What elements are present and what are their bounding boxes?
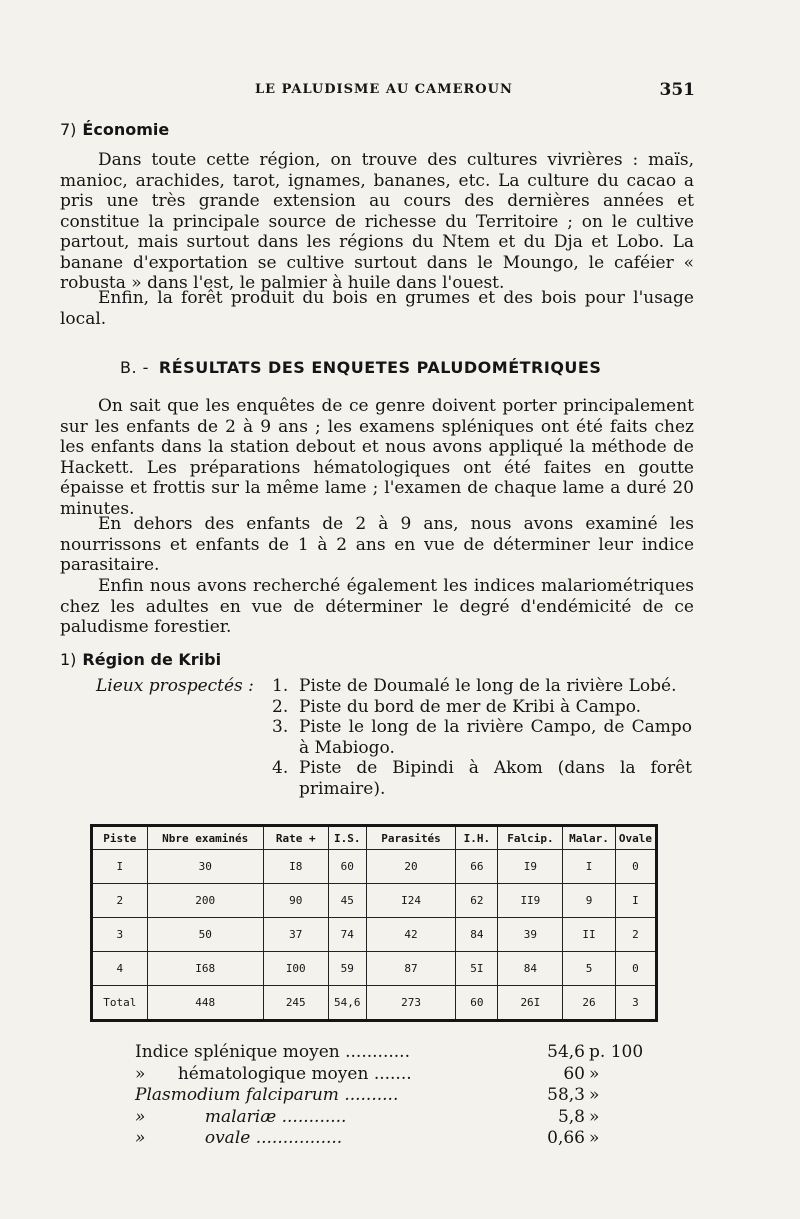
table-cell: 87 bbox=[366, 952, 456, 986]
list-item-number: 1. bbox=[272, 676, 289, 696]
summary-label: » malariæ ............ bbox=[135, 1106, 347, 1127]
table-cell: I68 bbox=[147, 952, 263, 986]
section-7-number: 7) bbox=[60, 120, 77, 139]
table-cell: 60 bbox=[328, 850, 366, 884]
section-b-title: RÉSULTATS DES ENQUETES PALUDOMÉTRIQUES bbox=[158, 358, 602, 377]
section-7-title: Économie bbox=[82, 120, 170, 139]
section-b-paragraph-1: On sait que les enquêtes de ce genre doivent porter principalement sur les enfants de 2 à 9 ans ; les examens spléniques ont été faits chez les enfants dans la station debout et nous avons appliqué la méthode de Hackett. Les préparations hématologiques ont été faites en goutte épaisse et frottis sur la même lame ; l'examen de chaque lame a duré 20 minutes. bbox=[60, 396, 694, 519]
list-item-number: 2. bbox=[272, 696, 289, 717]
summary-unit: p. 100 bbox=[589, 1042, 644, 1062]
section-7-heading bbox=[60, 120, 169, 139]
table-cell: 62 bbox=[456, 884, 498, 918]
table-cell: 50 bbox=[147, 918, 263, 952]
summary-unit: » bbox=[589, 1106, 600, 1127]
column-header: Nbre examinés bbox=[147, 826, 263, 850]
table-cell: I00 bbox=[263, 952, 328, 986]
summary-value: 60 bbox=[563, 1063, 585, 1084]
table-cell: 60 bbox=[456, 986, 498, 1021]
table-cell: 0 bbox=[615, 952, 656, 986]
summary-row bbox=[135, 1085, 655, 1107]
column-header: Parasités bbox=[366, 826, 456, 850]
section-b-number: B. - bbox=[120, 358, 149, 377]
table-cell: I bbox=[563, 850, 615, 884]
table-cell: 26I bbox=[498, 986, 563, 1021]
table-cell: 84 bbox=[456, 918, 498, 952]
table-row bbox=[92, 850, 657, 884]
summary-unit: » bbox=[589, 1063, 600, 1084]
summary-value: 5,8 bbox=[557, 1106, 585, 1127]
table-row bbox=[92, 918, 657, 952]
running-header bbox=[60, 80, 695, 102]
list-item bbox=[272, 758, 692, 799]
column-header: Ovale bbox=[615, 826, 656, 850]
table-cell: 54,6 bbox=[328, 986, 366, 1021]
table-cell: 200 bbox=[147, 884, 263, 918]
table-cell: 84 bbox=[498, 952, 563, 986]
table-cell: I bbox=[615, 884, 656, 918]
list-item-number: 4. bbox=[272, 758, 289, 778]
column-header: Falcip. bbox=[498, 826, 563, 850]
section-b-paragraph-2: En dehors des enfants de 2 à 9 ans, nous avons examiné les nourrissons et enfants de 1 à 2 ans en vue de déterminer leur indice parasitaire. bbox=[60, 514, 694, 575]
table-cell: I9 bbox=[498, 850, 563, 884]
table-cell: 20 bbox=[366, 850, 456, 884]
summary-unit: » bbox=[589, 1085, 600, 1105]
table-cell: 5 bbox=[563, 952, 615, 986]
table-cell: 74 bbox=[328, 918, 366, 952]
table-cell: 59 bbox=[328, 952, 366, 986]
column-header: I.S. bbox=[328, 826, 366, 850]
list-item-number: 3. bbox=[272, 717, 289, 737]
summary-row bbox=[135, 1042, 655, 1064]
column-header: Rate + bbox=[263, 826, 328, 850]
lieux-label: Lieux prospectés : bbox=[96, 676, 254, 696]
table-cell: 26 bbox=[563, 986, 615, 1021]
list-item bbox=[272, 697, 692, 718]
page-number: 351 bbox=[659, 80, 695, 100]
table-cell: 2 bbox=[92, 884, 148, 918]
table-cell: 448 bbox=[147, 986, 263, 1021]
table-cell: 3 bbox=[615, 986, 656, 1021]
table-cell: 5I bbox=[456, 952, 498, 986]
column-header: Piste bbox=[92, 826, 148, 850]
summary-unit: » bbox=[589, 1128, 600, 1148]
list-item-text: Piste le long de la rivière Campo, de Campo à Mabiogo. bbox=[299, 717, 692, 758]
table-cell: 66 bbox=[456, 850, 498, 884]
table-cell: I bbox=[92, 850, 148, 884]
running-title: LE PALUDISME AU CAMEROUN bbox=[255, 82, 513, 97]
region-number: 1) bbox=[60, 650, 77, 669]
table-cell: II bbox=[563, 918, 615, 952]
summary-value: 58,3 bbox=[547, 1085, 585, 1105]
region-title: Région de Kribi bbox=[82, 650, 222, 669]
table-cell: 90 bbox=[263, 884, 328, 918]
summary-label: » ovale ................ bbox=[135, 1128, 343, 1148]
list-item-text: Piste de Doumalé le long de la rivière Lobé. bbox=[299, 676, 677, 696]
section-b-heading bbox=[120, 358, 601, 377]
table-cell: 30 bbox=[147, 850, 263, 884]
table-header-row bbox=[92, 826, 657, 850]
summary-indices bbox=[135, 1042, 655, 1150]
table-cell: 3 bbox=[92, 918, 148, 952]
summary-label: Plasmodium falciparum .......... bbox=[135, 1085, 399, 1105]
table-cell: I8 bbox=[263, 850, 328, 884]
results-table bbox=[90, 824, 658, 1022]
section-7-paragraph-1: Dans toute cette région, on trouve des cultures vivrières : maïs, manioc, arachides, tarot, ignames, bananes, etc. La culture du cacao a pris une très grande extension au cours des dernières années et constitue la principale source de richesse du Territoire ; on le cultive partout, mais surtout dans les régions du Ntem et du Dja et Lobo. La banane d'exportation se cultive surtout dans le Moungo, le caféier « robusta » dans l'est, le palmier à huile dans l'ouest. bbox=[60, 150, 694, 293]
table-cell: 0 bbox=[615, 850, 656, 884]
table-cell: 39 bbox=[498, 918, 563, 952]
list-item-text: Piste de Bipindi à Akom (dans la forêt primaire). bbox=[299, 758, 692, 799]
summary-row bbox=[135, 1107, 655, 1129]
summary-label: » hématologique moyen ....... bbox=[135, 1063, 412, 1084]
region-heading bbox=[60, 650, 221, 669]
column-header: Malar. bbox=[563, 826, 615, 850]
list-item bbox=[272, 676, 692, 697]
summary-row bbox=[135, 1064, 655, 1086]
table-cell: 273 bbox=[366, 986, 456, 1021]
list-item bbox=[272, 717, 692, 758]
summary-label: Indice splénique moyen ............ bbox=[135, 1042, 410, 1062]
table-cell: 2 bbox=[615, 918, 656, 952]
section-b-paragraph-3: Enfin nous avons recherché également les indices malariométriques chez les adultes en vue de déterminer le degré d'endémicité de ce paludisme forestier. bbox=[60, 576, 694, 637]
table-total-row bbox=[92, 986, 657, 1021]
table-cell: 37 bbox=[263, 918, 328, 952]
table-cell: II9 bbox=[498, 884, 563, 918]
summary-value: 0,66 bbox=[547, 1128, 585, 1148]
summary-row bbox=[135, 1128, 655, 1150]
table-cell: Total bbox=[92, 986, 148, 1021]
list-item-text: Piste du bord de mer de Kribi à Campo. bbox=[299, 696, 642, 717]
table-cell: 4 bbox=[92, 952, 148, 986]
lieux-list bbox=[272, 676, 692, 799]
table-cell: 245 bbox=[263, 986, 328, 1021]
table-cell: 45 bbox=[328, 884, 366, 918]
summary-value: 54,6 bbox=[547, 1042, 585, 1062]
section-7-paragraph-2: Enfin, la forêt produit du bois en grumes et des bois pour l'usage local. bbox=[60, 288, 694, 329]
table-cell: 42 bbox=[366, 918, 456, 952]
table-row bbox=[92, 884, 657, 918]
table-cell: 9 bbox=[563, 884, 615, 918]
table-cell: I24 bbox=[366, 884, 456, 918]
column-header: I.H. bbox=[456, 826, 498, 850]
table-row bbox=[92, 952, 657, 986]
